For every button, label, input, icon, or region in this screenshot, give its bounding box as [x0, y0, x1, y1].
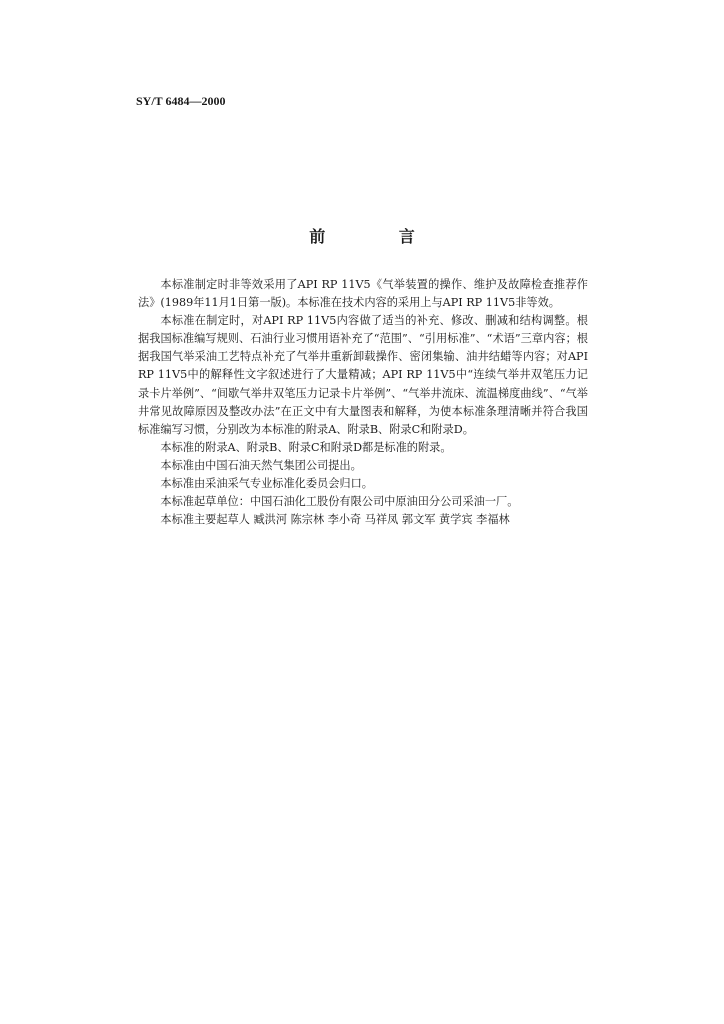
paragraph-proposer: 本标准由中国石油天然气集团公司提出。: [160, 458, 362, 472]
foreword-body: [138, 276, 588, 529]
paragraph-revisions: 本标准在制定时，对API RP 11V5内容做了适当的补充、修改、删减和结构调整。根据我国标准编写规则、石油行业习惯用语补充了“范围”、“引用标准”、“术语”三章内容；根据我国气举采油工艺特点补充了气举井重新卸载操作、密闭集输、油井结蜡等内容；对API RP 11V5中的解释性文字叙述进行了大量精减；API RP 11V5中“连续气举井双笔压力记录卡片举例”、“间歇气举井双笔压力记录卡片举例”、“气举井流床、流温梯度曲线”、“气举井常见故障原因及整改办法”在正文中有大量图表和解释，为使本标准条理清晰并符合我国标准编写习惯，分别改为本标准的附录A、附录B、附录C和附录D。: [138, 314, 588, 436]
paragraph-committee: 本标准由采油采气专业标准化委员会归口。: [160, 477, 373, 491]
standard-code: SY/T 6484—2000: [136, 94, 226, 108]
paragraph-drafting-unit: 本标准起草单位：中国石油化工股份有限公司中原油田分公司采油一厂。: [160, 495, 519, 509]
page-title: 前 言: [309, 227, 449, 246]
paragraph-adoption: 本标准制定时非等效采用了API RP 11V5《气举装置的操作、维护及故障检查推荐作法》(1989年11月1日第一版)。本标准在技术内容的采用上与API RP 11V5非等效。: [138, 278, 588, 310]
paragraph-appendices: 本标准的附录A、附录B、附录C和附录D都是标准的附录。: [160, 440, 452, 454]
paragraph-drafters: 本标准主要起草人 臧洪河 陈宗林 李小奇 马祥凤 郭文军 黄学宾 李福林: [160, 513, 510, 527]
